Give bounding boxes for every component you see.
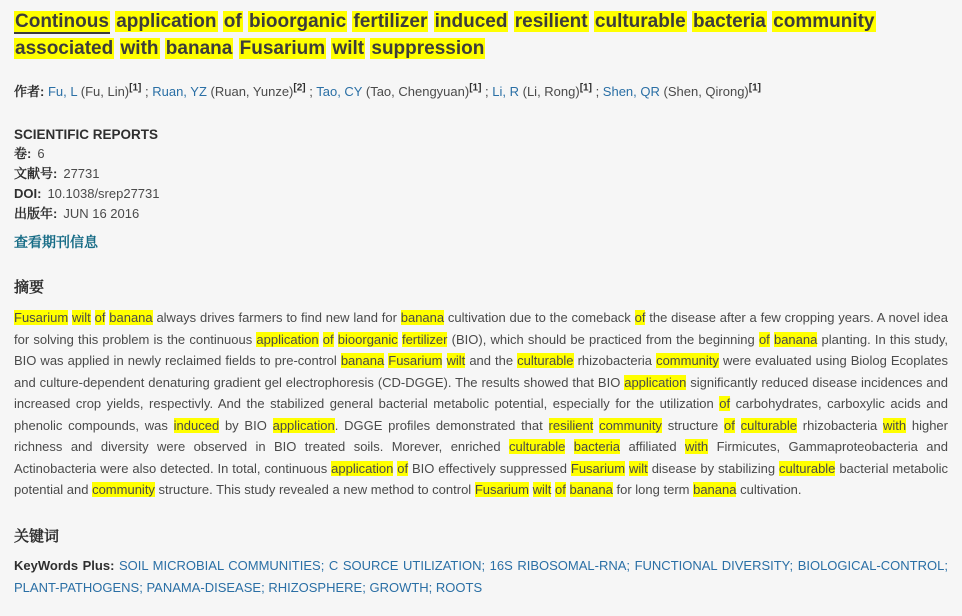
keyword-link[interactable]: C SOURCE UTILIZATION — [328, 557, 482, 573]
highlighted-term: of — [634, 310, 646, 325]
highlighted-term: banana — [400, 310, 445, 325]
metadata-row — [14, 204, 948, 224]
metadata-row — [14, 184, 948, 204]
author-link[interactable]: Li, R — [492, 84, 520, 99]
highlighted-term: Fusarium — [14, 310, 69, 325]
author-affiliation-superscript: [2] — [293, 82, 306, 94]
keyword-link[interactable]: 16S RIBOSOMAL-RNA — [489, 557, 627, 573]
title-term-highlight: induced — [434, 11, 508, 32]
author-affiliation-superscript: [1] — [129, 82, 142, 94]
keyword-link[interactable]: ROOTS — [435, 579, 483, 595]
keyword-link[interactable]: RHIZOSPHERE — [268, 579, 363, 595]
metadata-value: 10.1038/srep27731 — [47, 186, 160, 201]
title-term-highlight: banana — [165, 38, 233, 59]
title-term-highlight: resilient — [514, 11, 588, 32]
highlighted-term: of — [555, 482, 566, 497]
title-term-highlight: associated — [15, 38, 114, 59]
title-term-highlight: community — [773, 11, 875, 32]
keyword-link[interactable]: FUNCTIONAL DIVERSITY — [634, 557, 790, 573]
metadata-block — [14, 144, 948, 224]
keywords-list: SOIL MICROBIAL COMMUNITIES; C SOURCE UTILIZATION; 16S RIBOSOMAL-RNA; FUNCTIONAL DIVERSITY; BIOLOGICAL-CONTROL; PLANT-PATHOGENS; PANAMA-DISEASE; RHIZOSPHERE; GROWTH; ROOTS — [14, 557, 948, 595]
highlighted-term: culturable — [779, 460, 836, 476]
author-link[interactable]: Shen, QR — [602, 84, 660, 99]
title-term-highlight: Fusarium — [239, 38, 326, 59]
highlighted-term: application — [272, 417, 335, 433]
title-term-highlight: Continous — [15, 11, 109, 32]
keyword-link[interactable]: SOIL MICROBIAL COMMUNITIES — [118, 557, 321, 573]
author-affiliation-superscript: [1] — [748, 82, 761, 94]
highlighted-term: of — [94, 310, 106, 325]
keyword-link[interactable]: GROWTH — [369, 579, 429, 595]
highlighted-term: wilt — [532, 482, 552, 497]
highlighted-term: culturable — [508, 439, 566, 454]
authors-line — [14, 81, 948, 100]
title-term-highlight: application — [116, 11, 217, 32]
highlighted-term: bioorganic — [337, 331, 398, 347]
author-link[interactable]: Tao, CY — [316, 84, 363, 99]
title-term-highlight: bacteria — [693, 11, 766, 32]
highlighted-term: of — [322, 331, 334, 347]
metadata-label: 文献号: — [14, 166, 58, 181]
highlighted-term: banana — [109, 310, 153, 325]
authors-list: Fu, L (Fu, Lin)[1] ; Ruan, YZ (Ruan, Yunze)[2] ; Tao, CY (Tao, Chengyuan)[1] ; Li, R (Li, Rong)[1] ; Shen, QR (Shen, Qirong)[1] — [47, 82, 761, 99]
highlighted-term: resilient — [548, 417, 594, 433]
highlighted-term: community — [599, 417, 662, 433]
highlighted-term: application — [256, 331, 319, 347]
highlighted-term: Fusarium — [388, 353, 443, 368]
highlighted-term: wilt — [629, 460, 648, 476]
author-affiliation-superscript: [1] — [469, 82, 482, 94]
title-term-highlight: wilt — [332, 38, 365, 59]
metadata-label: 出版年: — [14, 206, 58, 221]
keyword-link[interactable]: BIOLOGICAL-CONTROL — [797, 557, 945, 573]
metadata-value: 6 — [37, 146, 45, 161]
highlighted-term: culturable — [740, 417, 798, 433]
metadata-label: 卷: — [14, 146, 32, 161]
metadata-label: DOI: — [14, 186, 42, 201]
highlighted-term: of — [758, 331, 770, 347]
highlighted-term: application — [624, 374, 687, 390]
title-term-highlight: suppression — [371, 38, 485, 59]
highlighted-term: of — [397, 460, 409, 476]
highlighted-term: wilt — [72, 310, 91, 325]
keyword-link[interactable]: PANAMA-DISEASE — [146, 579, 262, 595]
view-journal-info-link[interactable]: 查看期刊信息 — [14, 234, 98, 250]
highlighted-term: Fusarium — [570, 460, 626, 476]
highlighted-term: of — [724, 417, 735, 433]
metadata-row — [14, 144, 948, 164]
highlighted-term: with — [685, 439, 709, 454]
article-title — [14, 8, 926, 62]
highlighted-term: bacteria — [573, 439, 621, 454]
abstract-text: Fusarium wilt of banana always drives farmers to find new land for banana cultivation due to the comeback of the disease after a few cropping years. A novel idea for solving this problem is the continuous application of bioorganic fertilizer (BIO), which should be practiced from the beginning of banana planting. In this study, BIO was applied in newly reclaimed fields to pre-control banana Fusarium wilt and the culturable rhizobacteria community were evaluated using Biolog Ecoplates and culture-dependent denaturing gradient gel electrophoresis (CD-DGGE). The results showed that BIO application significantly reduced disease incidences and increased crop yields, respectivly. And the stabilized general bacterial metabolic potential, especially for the utilization of carbohydrates, carboxylic acids and phenolic compounds, was induced by BIO application. DGGE profiles demonstrated that resilient community structure of culturable rhizobacteria with higher richness and diversity were observed in BIO treated soils. Morever, enriched culturable bacteria affiliated with Firmicutes, Gammaproteobacteria and Actinobacteria were also detected. In total, continuous application of BIO effectively suppressed Fusarium wilt disease by stabilizing culturable bacterial metabolic potential and community structure. This study revealed a new method to control Fusarium wilt of banana for long term banana cultivation. — [14, 310, 949, 497]
highlighted-term: community — [656, 353, 719, 368]
highlighted-term: banana — [340, 353, 385, 368]
metadata-value: 27731 — [63, 166, 100, 181]
metadata-row — [14, 164, 948, 184]
highlighted-term: culturable — [517, 353, 574, 368]
keywords-heading: 关键词 — [14, 527, 60, 545]
highlighted-term: banana — [773, 331, 818, 347]
highlighted-term: application — [331, 460, 394, 476]
title-term-highlight: of — [223, 11, 242, 32]
author-link[interactable]: Ruan, YZ — [152, 84, 207, 99]
title-term-highlight: culturable — [594, 11, 686, 32]
highlighted-term: community — [92, 482, 155, 497]
keyword-link[interactable]: PLANT-PATHOGENS — [14, 579, 140, 595]
keywords-plus-label: KeyWords Plus: — [14, 557, 115, 573]
highlighted-term: banana — [693, 482, 737, 497]
title-term-highlight: fertilizer — [353, 11, 428, 32]
highlighted-term: Fusarium — [474, 482, 529, 497]
keywords-line — [14, 555, 948, 599]
journal-name: SCIENTIFIC REPORTS — [14, 127, 159, 142]
metadata-value: JUN 16 2016 — [63, 206, 140, 221]
author-link[interactable]: Fu, L — [47, 84, 78, 99]
highlighted-term: wilt — [446, 353, 466, 368]
highlighted-term: of — [719, 396, 731, 411]
title-term-highlight: bioorganic — [249, 11, 347, 32]
title-term-highlight: with — [120, 38, 159, 59]
author-affiliation-superscript: [1] — [579, 82, 592, 94]
highlighted-term: induced — [173, 417, 220, 433]
highlighted-term: fertilizer — [401, 331, 448, 347]
highlighted-term: with — [882, 417, 907, 433]
abstract-heading: 摘要 — [14, 279, 45, 296]
authors-label: 作者: — [14, 84, 45, 99]
highlighted-term: banana — [569, 482, 613, 497]
